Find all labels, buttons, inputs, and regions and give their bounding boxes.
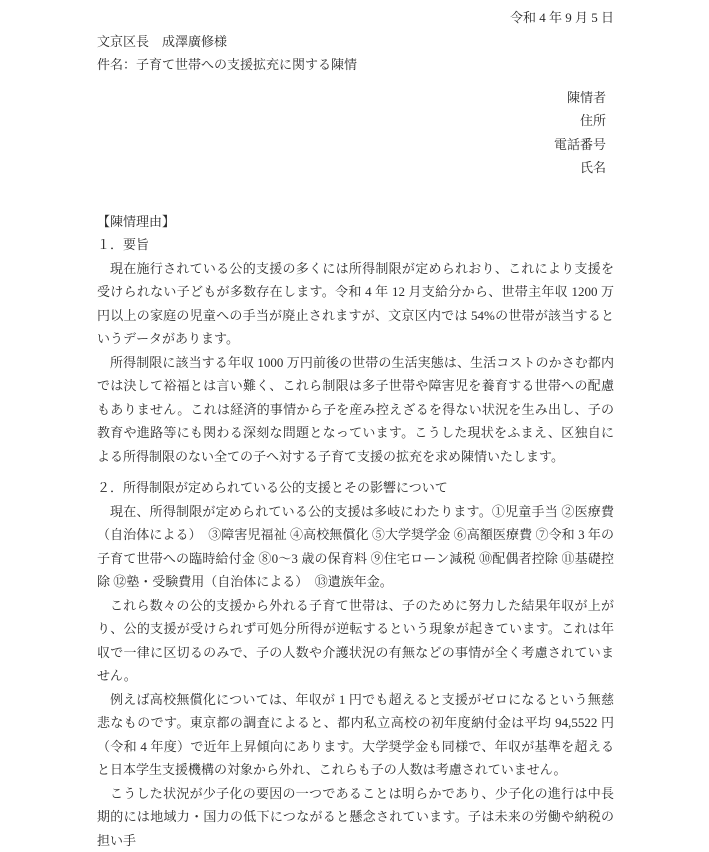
section1-paragraph-1: 現在施行されている公的支援の多くには所得制限が定められおり、これにより支援を受けられない子どもが多数存在します。令和 4 年 12 月支給分から、世帯主年収 1200 万円以上の家庭の児童への手当が廃止されますが、文京区内では 54%の世帯が該当するというデータがあります。 bbox=[97, 257, 614, 351]
section2-paragraph-4: こうした状況が少子化の要因の一つであることは明らかであり、少子化の進行は中長期的には地域力・国力の低下につながると懸念されています。子は未来の労働や納税の担い手 bbox=[97, 782, 614, 852]
section2-heading: ２．所得制限が定められている公的支援とその影響について bbox=[97, 476, 614, 500]
reason-heading: 【陳情理由】 bbox=[97, 210, 614, 234]
document-date: 令和 4 年 9 月 5 日 bbox=[97, 6, 614, 30]
petitioner-phone-label: 電話番号 bbox=[97, 133, 606, 157]
section2-paragraph-1: 現在、所得制限が定められている公的支援は多岐にわたります。①児童手当 ②医療費（自治体による） ③障害児福祉 ④高校無償化 ⑤大学奨学金 ⑥高額医療費 ⑦令和 3 年の子育て世帯への臨時給付金 ⑧0～3 歳の保育料 ⑨住宅ローン減税 ⑩配偶者控除 ⑪基礎控除 ⑫塾・受験費用（自治体による） ⑬遺族年金。 bbox=[97, 500, 614, 594]
section1-paragraph-2: 所得制限に該当する年収 1000 万円前後の世帯の生活実態は、生活コストのかさむ都内では決して裕福とは言い難く、これら制限は多子世帯や障害児を養育する世帯への配慮もありません。これは経済的事情から子を産み控えざるを得ない状況を生み出し、子の教育や進路等にも関わる深刻な問題となっています。こうした現状をふまえ、区独自による所得制限のない全ての子へ対する子育て支援の拡充を求め陳情いたします。 bbox=[97, 351, 614, 469]
addressee: 文京区長 成澤廣修様 bbox=[97, 30, 614, 54]
petitioner-role-label: 陳情者 bbox=[97, 86, 606, 110]
section2-paragraph-3: 例えば高校無償化については、年収が 1 円でも超えると支援がゼロになるという無慈悲なものです。東京都の調査によると、都内私立高校の初年度納付金は平均 94,5522 円（令和 4 年度）で近年上昇傾向にあります。大学奨学金も同様で、年収が基準を超えると日本学生支援機構の対象から外れ、これらも子の人数は考慮されていません。 bbox=[97, 688, 614, 782]
petitioner-block bbox=[97, 86, 614, 180]
petitioner-name-label: 氏名 bbox=[97, 156, 606, 180]
section1-heading: １．要旨 bbox=[97, 233, 614, 257]
section2-paragraph-2: これら数々の公的支援から外れる子育て世帯は、子のために努力した結果年収が上がり、公的支援が受けられず可処分所得が逆転するという現象が起きています。これは年収で一律に区切るのみで、子の人数や介護状況の有無などの事情が全く考慮されていません。 bbox=[97, 594, 614, 688]
petitioner-address-label: 住所 bbox=[97, 109, 606, 133]
subject-line: 件名：子育て世帯への支援拡充に関する陳情 bbox=[97, 53, 614, 77]
